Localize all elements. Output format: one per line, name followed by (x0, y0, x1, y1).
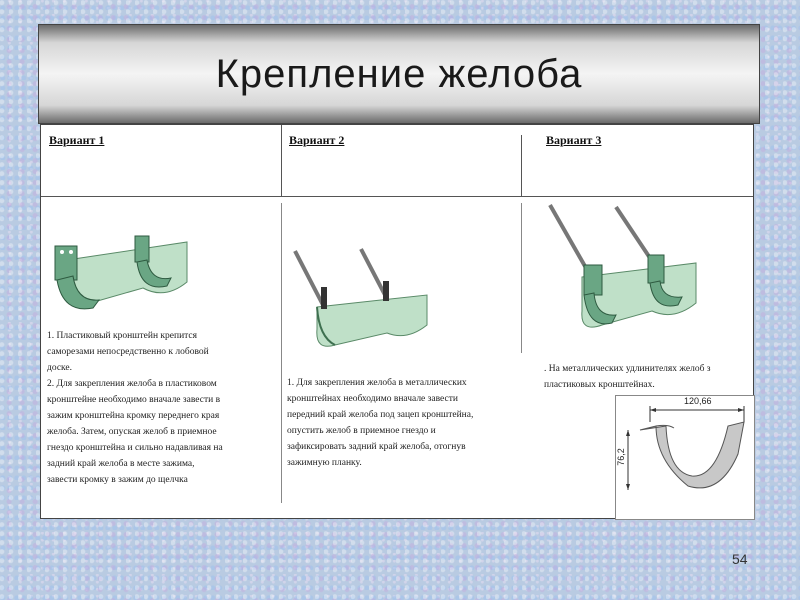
description-line: . На металлических удлинителях желоб з (544, 364, 711, 374)
description-line: 1. Для закрепления желоба в металлических (287, 378, 467, 388)
column-divider (521, 135, 522, 197)
description-line: завести кромку в зажим до щелчка (47, 475, 188, 485)
description-line: 2. Для закрепления желоба в пластиковом (47, 379, 217, 389)
description-line: кронштейне необходимо вначале завести в (47, 395, 221, 405)
description-line: зажим кронштейна кромку переднего края (47, 411, 220, 421)
gutter-dimension-drawing (615, 395, 755, 520)
document-panel (40, 124, 754, 519)
column-divider (281, 125, 282, 197)
variant-3-description (544, 361, 711, 393)
dimension-width-label: 120,66 (684, 396, 712, 406)
description-line: саморезами непосредственно к лобовой (47, 347, 209, 357)
variant-1-label: Вариант 1 (49, 133, 105, 147)
description-line: доске. (47, 363, 73, 373)
description-line: зафиксировать задний край желоба, отогнув (287, 442, 466, 452)
gutter-extension-illustration (546, 203, 706, 343)
description-line: зажимную планку. (287, 458, 362, 468)
gutter-metal-bracket-illustration (287, 245, 437, 355)
description-line: передний край желоба под зацеп кронштейна, (287, 410, 474, 420)
variant-2-description (287, 375, 473, 471)
variant-3-label: Вариант 3 (546, 133, 602, 147)
description-line: пластиковых кронштейнах. (544, 380, 655, 390)
dimension-height-label: 76,2 (615, 448, 626, 466)
column-divider (521, 203, 522, 353)
description-line: задний край желоба в месте зажима, (47, 459, 195, 469)
table-header-row (41, 125, 753, 197)
description-line: гнездо кронштейна и сильно надавливая на (47, 443, 223, 453)
description-line: 1. Пластиковый кронштейн крепится (47, 331, 198, 341)
variant-2-label: Вариант 2 (289, 133, 345, 147)
gutter-plastic-bracket-illustration (47, 230, 197, 320)
slide-title-bar (38, 24, 760, 124)
gutter-profile-icon (616, 396, 754, 519)
slide-title: Крепление желоба (215, 51, 583, 96)
description-line: опустить желоб в приемное гнездо и (287, 426, 436, 436)
page-number: 54 (732, 551, 748, 567)
column-divider (281, 203, 282, 503)
variant-1-description (47, 328, 223, 488)
description-line: желоба. Затем, опуская желоб в приемное (47, 427, 217, 437)
description-line: кронштейнах необходимо вначале завести (287, 394, 458, 404)
